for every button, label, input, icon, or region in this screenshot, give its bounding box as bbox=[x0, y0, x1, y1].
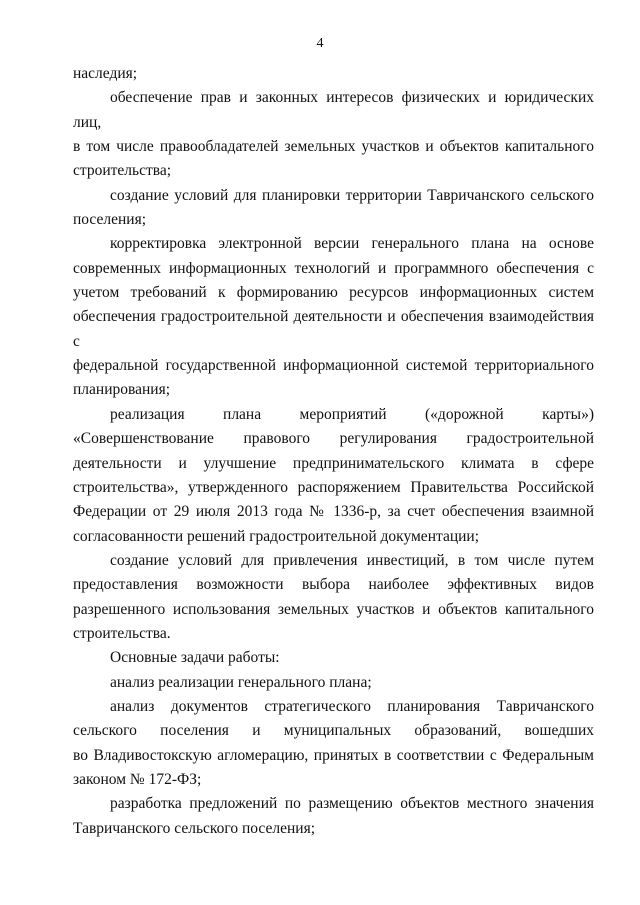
paragraph-line: строительства; bbox=[73, 162, 172, 180]
paragraph bbox=[73, 792, 594, 841]
paragraph-line: «Совершенствование правового регулирования градостроительной bbox=[73, 430, 594, 448]
paragraph-line: федеральной государственной информационной системой территориального bbox=[73, 357, 594, 375]
document-body bbox=[73, 62, 594, 841]
paragraph-line: сельского поселения и муниципальных образований, вошедших bbox=[73, 722, 594, 740]
paragraph bbox=[73, 86, 594, 183]
paragraph-line: Федерации от 29 июля 2013 года № 1336-р, за счет обеспечения взаимной bbox=[73, 503, 594, 521]
paragraph-line: Тавричанского сельского поселения; bbox=[73, 819, 316, 837]
paragraph bbox=[73, 695, 594, 792]
paragraph-line: строительства. bbox=[73, 624, 171, 642]
paragraph-line: наследия; bbox=[73, 65, 138, 82]
paragraph-line: создание условий для привлечения инвестиций, в том числе путем bbox=[110, 551, 594, 569]
paragraph-line: планирования; bbox=[73, 381, 171, 399]
paragraph-line: разрешенного использования земельных участков и объектов капитального bbox=[73, 600, 594, 618]
paragraph-line: законом № 172-ФЗ; bbox=[73, 770, 202, 788]
paragraph bbox=[73, 671, 594, 695]
paragraph-line: современных информационных технологий и программного обеспечения с bbox=[73, 259, 594, 277]
paragraph-line: деятельности и улучшение предпринимательского климата в сфере bbox=[73, 454, 594, 472]
paragraph-line: строительства», утвержденного распоряжением Правительства Российской bbox=[73, 478, 594, 496]
paragraph-line: анализ реализации генерального плана; bbox=[110, 673, 372, 691]
paragraph-line: согласованности решений градостроительной документации; bbox=[73, 527, 480, 545]
paragraph-line: Основные задачи работы: bbox=[110, 649, 280, 667]
paragraph-line: разработка предложений по размещению объектов местного значения bbox=[110, 795, 594, 813]
paragraph-line: создание условий для планировки территории Тавричанского сельского bbox=[110, 186, 594, 204]
page-number: 4 bbox=[316, 36, 324, 51]
paragraph-line: учетом требований к формированию ресурсов информационных систем bbox=[73, 284, 594, 302]
paragraph-line: обеспечение прав и законных интересов физических и юридических лиц, bbox=[73, 89, 594, 131]
paragraph-line: поселения; bbox=[73, 211, 147, 229]
paragraph-line: в том числе правообладателей земельных участков и объектов капитального bbox=[73, 138, 594, 156]
paragraph-line: корректировка электронной версии генерального плана на основе bbox=[110, 235, 594, 253]
paragraph-line: предоставления возможности выбора наиболее эффективных видов bbox=[73, 576, 594, 594]
paragraph-line: анализ документов стратегического планирования Тавричанского bbox=[110, 697, 594, 715]
paragraph bbox=[73, 232, 594, 402]
paragraph bbox=[73, 62, 594, 86]
paragraph-line: реализация плана мероприятий («дорожной карты») bbox=[110, 405, 594, 423]
paragraph-line: во Владивостокскую агломерацию, принятых в соответствии с Федеральным bbox=[73, 746, 594, 764]
paragraph bbox=[73, 549, 594, 646]
paragraph bbox=[73, 184, 594, 233]
paragraph bbox=[73, 646, 594, 670]
paragraph bbox=[73, 403, 594, 549]
paragraph-line: обеспечения градостроительной деятельности и обеспечения взаимодействия с bbox=[73, 308, 594, 350]
